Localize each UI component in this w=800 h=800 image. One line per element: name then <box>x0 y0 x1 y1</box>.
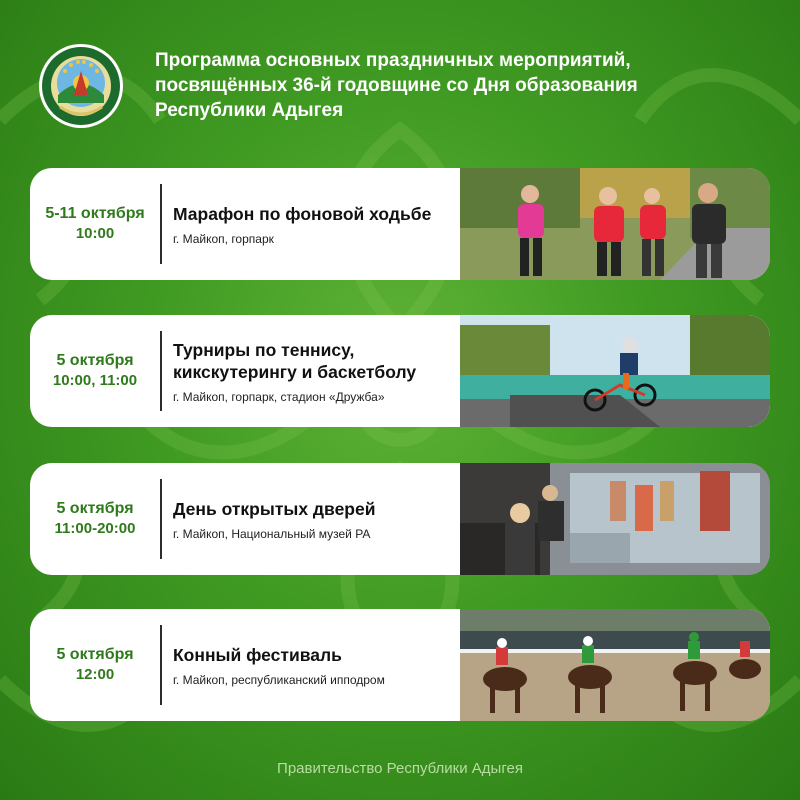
event-card-tournaments <box>30 315 770 427</box>
event-title: День открытых дверей <box>173 498 376 519</box>
event-card-open-doors <box>30 463 770 575</box>
event-place: г. Майкоп, горпарк, стадион «Дружба» <box>173 389 385 404</box>
adygea-emblem-icon <box>38 43 124 129</box>
title-line: Программа основных праздничных мероприятий, <box>155 50 631 71</box>
divider <box>160 184 162 264</box>
event-info <box>173 609 458 721</box>
event-place: г. Майкоп, горпарк <box>173 231 274 246</box>
event-date-block <box>30 315 160 427</box>
event-info <box>173 463 458 575</box>
event-date: 5 октября <box>56 500 134 517</box>
event-title: Конный фестиваль <box>173 644 342 665</box>
event-title: Турниры по теннису, <box>173 339 355 360</box>
event-info <box>173 315 458 427</box>
title-line: Республики Адыгея <box>155 100 344 121</box>
event-date: 5-11 октября <box>45 205 145 222</box>
event-date: 5 октября <box>56 646 134 663</box>
event-time: 12:00 <box>75 666 115 683</box>
bmx-rider-photo <box>460 315 770 427</box>
divider <box>160 331 162 411</box>
event-date-block <box>30 168 160 280</box>
horse-race-photo <box>460 609 770 721</box>
event-date: 5 октября <box>56 352 134 369</box>
event-time: 11:00-20:00 <box>54 520 136 537</box>
walking-people-photo <box>460 168 770 280</box>
event-title: кикскутерингу и баскетболу <box>173 361 417 382</box>
footer-text: Правительство Республики Адыгея <box>277 760 523 777</box>
event-time: 10:00, 11:00 <box>52 372 138 389</box>
divider <box>160 479 162 559</box>
page-title <box>155 48 755 123</box>
event-info <box>173 168 458 280</box>
museum-exhibit-photo <box>460 463 770 575</box>
divider <box>160 625 162 705</box>
event-card-horse-festival <box>30 609 770 721</box>
event-time: 10:00 <box>75 225 115 242</box>
event-title: Марафон по фоновой ходьбе <box>173 203 432 224</box>
title-line: посвящённых 36-й годовщине со Дня образования <box>155 75 638 96</box>
event-place: г. Майкоп, Национальный музей РА <box>173 526 371 541</box>
event-place: г. Майкоп, республиканский ипподром <box>173 672 385 687</box>
event-date-block <box>30 463 160 575</box>
event-date-block <box>30 609 160 721</box>
event-card-marathon <box>30 168 770 280</box>
